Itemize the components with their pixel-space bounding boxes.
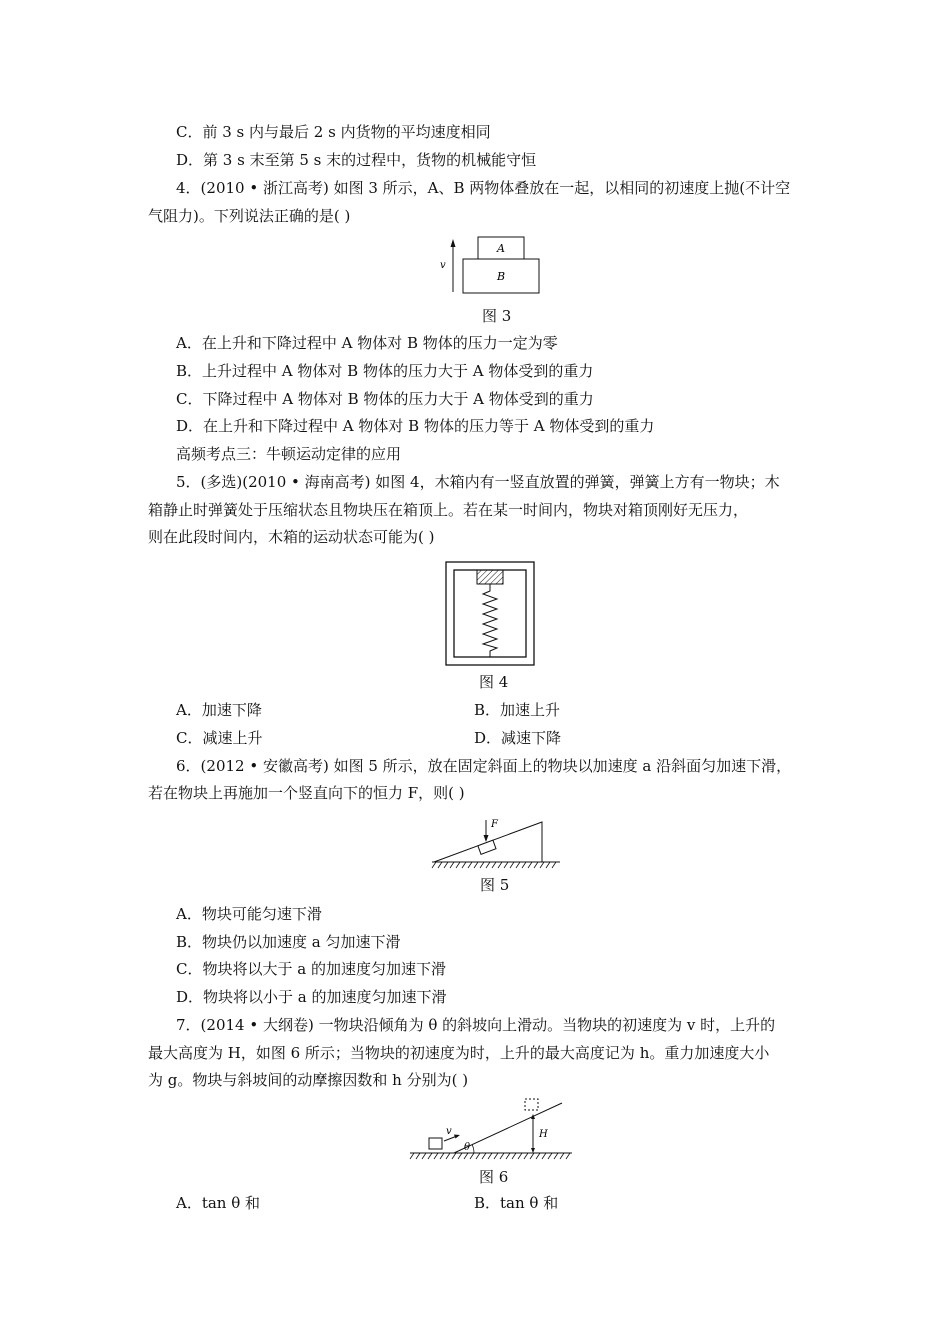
arrow-head-icon [531,1114,535,1119]
q5-stem-line-1: 5．(多选)(2010 • 海南高考) 如图 4，木箱内有一竖直放置的弹簧，弹簧上方有一物块；木 [176,473,780,491]
dashed-block [525,1099,538,1110]
q6-option-b: B．物块仍以加速度 a 匀加速下滑 [176,933,401,951]
figure-4-caption: 图 4 [479,673,509,691]
figure-3-b-label: B [497,270,506,283]
arrow-head-icon [484,835,489,842]
figure-6-theta-label: θ [464,1142,471,1153]
q7-stem-line-3: 为 g。物块与斜坡间的动摩擦因数和 h 分别为( ) [148,1071,469,1089]
figure-6 [410,1097,575,1165]
ground-hatch [432,862,556,868]
q4-option-c: C．下降过程中 A 物体对 B 物体的压力大于 A 物体受到的重力 [176,390,594,408]
spring-icon [483,584,497,657]
q3-option-c: C．前 3 s 内与最后 2 s 内货物的平均速度相同 [176,123,491,141]
figure-3-a-label: A [497,242,505,255]
q4-stem-line-1: 4．(2010 • 浙江高考) 如图 3 所示，A、B 两物体叠放在一起，以相同的初速度上抛(不计空 [176,179,791,197]
figure-6-v-label: v [446,1126,452,1137]
q5-stem-line-3: 则在此段时间内，木箱的运动状态可能为( ) [148,528,435,546]
q5-option-a: A．加速下降 [176,701,262,719]
figure-6-caption: 图 6 [479,1168,509,1186]
figure-4 [445,561,535,666]
q5-option-c: C．减速上升 [176,729,263,747]
arrow-head-icon [531,1148,535,1153]
incline-block [478,840,496,854]
figure-3 [436,236,546,296]
start-block [429,1138,442,1149]
q6-option-a: A．物块可能匀速下滑 [176,905,322,923]
section-heading: 高频考点三：牛顿运动定律的应用 [176,445,402,463]
q6-option-d: D．物块将以小于 a 的加速度匀加速下滑 [176,988,447,1006]
q7-stem-line-2: 最大高度为 H，如图 6 所示；当物块的初速度为时，上升的最大高度记为 h。重力加速度大小 [148,1044,770,1062]
arrow-head-icon [454,1135,460,1139]
q5-option-d: D．减速下降 [474,729,562,747]
figure-3-v-label: v [440,260,446,271]
q4-option-a: A．在上升和下降过程中 A 物体对 B 物体的压力一定为零 [176,334,558,352]
figure-6-h-label: H [539,1129,548,1140]
slope-line [454,1103,562,1153]
q3-option-d: D．第 3 s 末至第 5 s 末的过程中，货物的机械能守恒 [176,151,537,169]
angle-arc [472,1145,474,1153]
figure-3-caption: 图 3 [482,307,512,325]
q4-stem-line-2: 气阻力)。下列说法正确的是( ) [148,207,351,225]
q6-stem-line-1: 6．(2012 • 安徽高考) 如图 5 所示，放在固定斜面上的物块以加速度 a 沿斜面匀加速下滑， [176,757,792,775]
q5-option-b: B．加速上升 [474,701,561,719]
figure-5-f-label: F [491,819,498,830]
q4-option-b: B．上升过程中 A 物体对 B 物体的压力大于 A 物体受到的重力 [176,362,594,380]
q4-option-d: D．在上升和下降过程中 A 物体对 B 物体的压力等于 A 物体受到的重力 [176,417,655,435]
q7-stem-line-1: 7．(2014 • 大纲卷) 一物块沿倾角为 θ 的斜坡向上滑动。当物块的初速度为 v 时，上升的 [176,1016,776,1034]
q5-stem-line-2: 箱静止时弹簧处于压缩状态且物块压在箱顶上。若在某一时间内，物块对箱顶刚好无压力， [148,501,749,519]
q7-option-a: A．tan θ 和 [176,1194,261,1212]
figure-5-caption: 图 5 [480,876,510,894]
arrow-head-icon [451,239,456,247]
q6-option-c: C．物块将以大于 a 的加速度匀加速下滑 [176,960,446,978]
q7-option-b: B．tan θ 和 [474,1194,559,1212]
figure-5 [432,815,562,873]
ground-hatch [410,1153,570,1159]
q6-stem-line-2: 若在物块上再施加一个竖直向下的恒力 F，则( ) [148,784,465,802]
small-block [477,570,503,584]
